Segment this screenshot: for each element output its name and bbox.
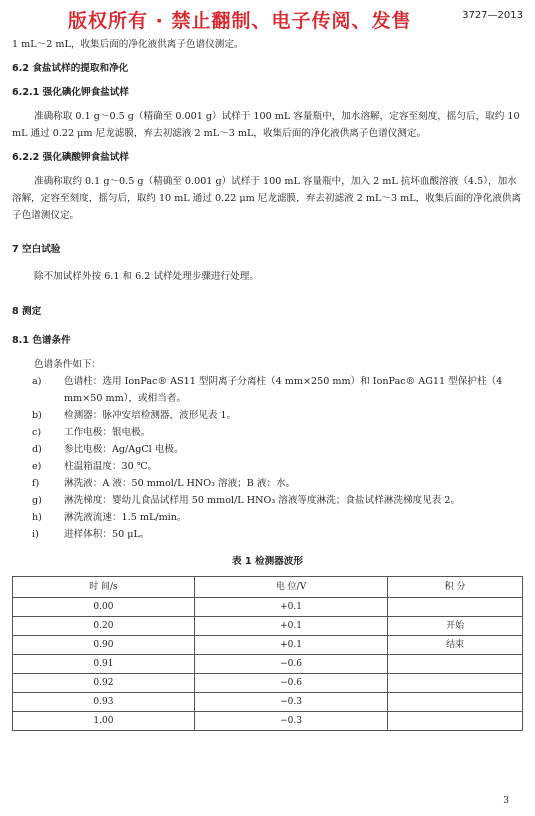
column-header-integration: 积 分 bbox=[388, 577, 523, 598]
table-caption: 表 1 检测器波形 bbox=[232, 556, 303, 567]
list-item: b) 检测器：脉冲安培检测器，波形见表 1。 bbox=[32, 410, 237, 421]
section-6-2-2-heading: 6.2.2 强化碘酸钾食盐试样 bbox=[12, 152, 129, 163]
section-6-2-1-heading: 6.2.1 强化碘化钾食盐试样 bbox=[12, 87, 129, 98]
list-item: g) 淋洗梯度：婴幼儿食品试样用 50 mmol/L HNO₃ 溶液等度淋洗；食盐试样淋洗梯度见表 2。 bbox=[32, 495, 461, 506]
table-cell: −0.3 bbox=[194, 693, 387, 712]
section-7-paragraph: 除不加试样外按 6.1 和 6.2 试样处理步骤进行处理。 bbox=[34, 271, 259, 282]
table-row bbox=[13, 674, 523, 693]
table-cell: 0.90 bbox=[13, 636, 195, 655]
page-number: 3 bbox=[503, 796, 509, 806]
table-cell bbox=[388, 598, 523, 617]
table-cell bbox=[388, 655, 523, 674]
column-header-potential: 电 位/V bbox=[194, 577, 387, 598]
table-cell: 开始 bbox=[388, 617, 523, 636]
table-row bbox=[13, 693, 523, 712]
list-item: a) 色谱柱：选用 IonPac® AS11 型阴离子分离柱（4 mm×250 mm）和 IonPac® AG11 型保护柱（4 mm×50 mm），或相当者。 bbox=[32, 376, 503, 404]
chromatography-conditions-list bbox=[12, 373, 523, 543]
table-row bbox=[13, 655, 523, 674]
section-6-2-1-paragraph: 准确称取 0.1 g～0.5 g（精确至 0.001 g）试样于 100 mL 容量瓶中，加水溶解，定容至刻度，摇匀后，取约 10 mL 通过 0.22 μm 尼龙滤膜，弃去初滤液 2 mL～3 mL，收集后面的净化液供离子色谱仪测定。 bbox=[12, 111, 520, 139]
detector-waveform-table bbox=[12, 576, 523, 731]
table-cell: +0.1 bbox=[194, 598, 387, 617]
table-cell bbox=[388, 712, 523, 731]
continuation-line: 1 mL～2 mL，收集后面的净化液供离子色谱仪测定。 bbox=[12, 39, 244, 50]
table-cell: 0.20 bbox=[13, 617, 195, 636]
table-row bbox=[13, 617, 523, 636]
table-cell: 1.00 bbox=[13, 712, 195, 731]
table-cell: 0.92 bbox=[13, 674, 195, 693]
table-header-row bbox=[13, 577, 523, 598]
list-item: d) 参比电极：Ag/AgCl 电极。 bbox=[32, 444, 184, 455]
list-item: i) 进样体积：50 μL。 bbox=[32, 529, 150, 540]
table-cell bbox=[388, 693, 523, 712]
section-8-1-heading: 8.1 色谱条件 bbox=[12, 335, 71, 346]
column-header-time: 时 间/s bbox=[13, 577, 195, 598]
table-cell: +0.1 bbox=[194, 617, 387, 636]
section-7-heading: 7 空白试验 bbox=[12, 244, 61, 255]
list-item: h) 淋洗液流速：1.5 mL/min。 bbox=[32, 512, 187, 523]
table-cell: −0.6 bbox=[194, 655, 387, 674]
list-item: f) 淋洗液：A 液：50 mmol/L HNO₃ 溶液；B 液：水。 bbox=[32, 478, 296, 489]
document-body bbox=[12, 36, 523, 731]
section-6-2-heading: 6.2 食盐试样的提取和净化 bbox=[12, 63, 129, 74]
table-cell: 结束 bbox=[388, 636, 523, 655]
section-6-2-2-paragraph: 准确称取约 0.1 g～0.5 g（精确至 0.001 g）试样于 100 mL 容量瓶中，加入 2 mL 抗坏血酸溶液（4.5），加水溶解，定容至刻度，摇匀后，取约 10 mL 通过 0.22 μm 尼龙滤膜，弃去初滤液 2 mL～3 mL，收集后面的净化液供离子色谱测仪定。 bbox=[12, 176, 522, 221]
table-cell: 0.91 bbox=[13, 655, 195, 674]
table-cell: −0.3 bbox=[194, 712, 387, 731]
table-cell: 0.93 bbox=[13, 693, 195, 712]
table-cell: +0.1 bbox=[194, 636, 387, 655]
table-row bbox=[13, 598, 523, 617]
section-8-1-intro: 色谱条件如下： bbox=[34, 359, 102, 370]
table-row bbox=[13, 636, 523, 655]
table-cell bbox=[388, 674, 523, 693]
section-8-heading: 8 测定 bbox=[12, 306, 42, 317]
copyright-watermark: 版权所有 · 禁止翻制、电子传阅、发售 bbox=[68, 10, 412, 32]
table-row bbox=[13, 712, 523, 731]
list-item: e) 柱温箱温度：30 ℃。 bbox=[32, 461, 158, 472]
document-number: 3727—2013 bbox=[462, 10, 523, 21]
list-item: c) 工作电极：银电极。 bbox=[32, 427, 151, 438]
table-cell: −0.6 bbox=[194, 674, 387, 693]
table-cell: 0.00 bbox=[13, 598, 195, 617]
